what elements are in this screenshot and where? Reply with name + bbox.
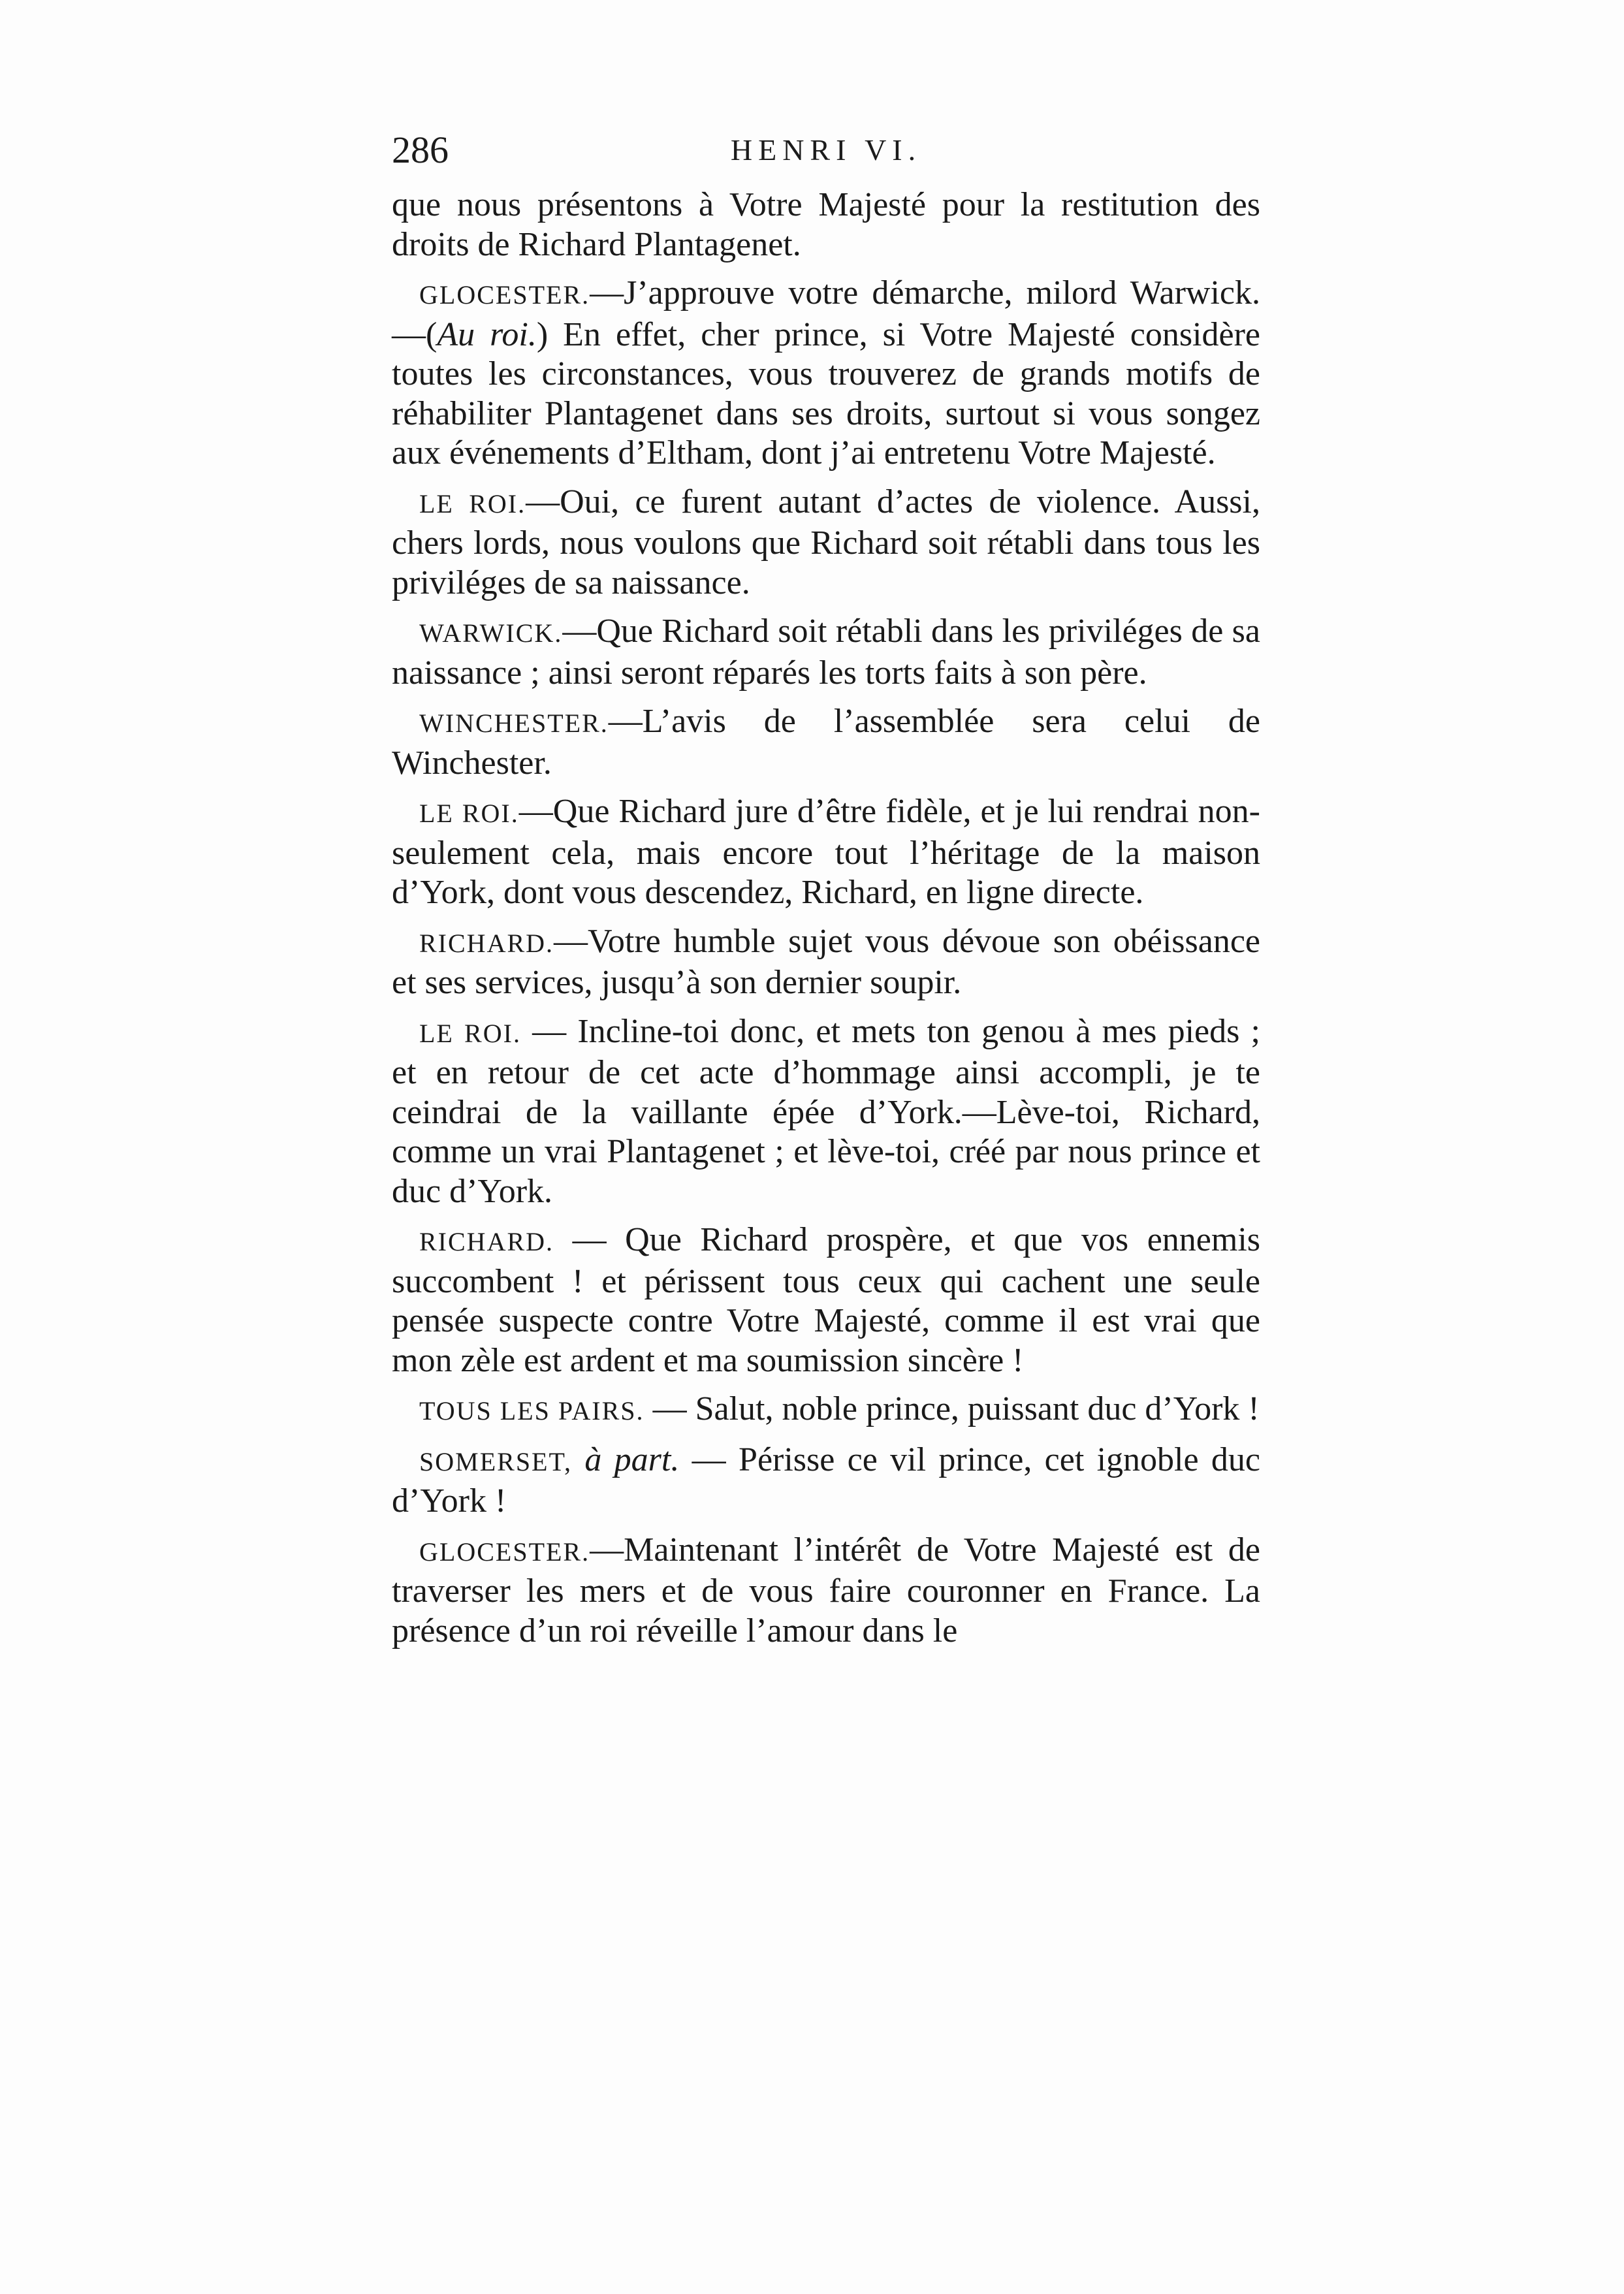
dialogue-paragraph: [392, 702, 1260, 783]
dialogue-text: — Salut, noble prince, puissant duc d’York !: [644, 1390, 1260, 1427]
dialogue-paragraph: [392, 792, 1260, 913]
dialogue-paragraph: [392, 1012, 1260, 1212]
dialogue-text: —Maintenant l’intérêt de Votre Majesté est de traverser les mers et de vous faire couronner en France. La présence d’un roi réveille l’amour dans le: [392, 1531, 1260, 1649]
dialogue-text: — Incline-toi donc, et mets ton genou à mes pieds ; et en retour de cet acte d’hommage ainsi accompli, je te ceindrai de la vaillante épée d’York.—Lève-toi, Richard, comme un vrai Plantagenet ; et lève-toi, créé par nous prince et duc d’York.: [392, 1012, 1260, 1210]
speaker-name: WINCHESTER.: [419, 709, 609, 738]
speaker-name: GLOCESTER.: [419, 1537, 590, 1567]
dialogue-text: — Périsse ce vil prince, cet ignoble duc d’York !: [392, 1441, 1261, 1520]
dialogue-paragraph: [392, 1531, 1260, 1651]
dialogue-paragraph: [392, 1390, 1260, 1431]
speaker-name: TOUS LES PAIRS.: [419, 1396, 645, 1426]
speaker-name: RICHARD.: [419, 1227, 554, 1256]
running-title: HENRI VI.: [730, 133, 922, 167]
dialogue-text: —L’avis de l’assemblée sera celui de Winchester.: [392, 703, 1260, 782]
dialogue-text: [572, 1441, 584, 1478]
speaker-name: WARWICK.: [419, 618, 563, 648]
dialogue-paragraph: [392, 612, 1260, 693]
stage-direction: à part.: [584, 1441, 680, 1478]
dialogue-text: —Votre humble sujet vous dévoue son obéissance et ses services, jusqu’à son dernier soupir.: [392, 922, 1260, 1001]
speaker-name: LE ROI.: [419, 799, 519, 828]
speaker-name: LE ROI.: [419, 1018, 521, 1048]
dialogue-paragraph: [392, 1441, 1260, 1521]
play-text: [392, 185, 1260, 1660]
speaker-name: SOMERSET,: [419, 1446, 572, 1476]
dialogue-text: —Que Richard soit rétabli dans les priviléges de sa naissance ; ainsi seront réparés les torts faits à son père.: [392, 613, 1260, 692]
speaker-name: LE ROI.: [419, 488, 526, 518]
page-header: [392, 118, 1260, 183]
page-number: 286: [392, 129, 449, 171]
continuation-paragraph: [392, 185, 1260, 264]
dialogue-paragraph: [392, 274, 1260, 473]
dialogue-text: que nous présentons à Votre Majesté pour la restitution des droits de Richard Plantagenet.: [392, 186, 1260, 263]
speaker-name: GLOCESTER.: [419, 280, 590, 310]
dialogue-text: —Oui, ce furent autant d’actes de violence. Aussi, chers lords, nous voulons que Richard soit rétabli dans tous les priviléges de sa naissance.: [392, 483, 1260, 601]
dialogue-text: —J’approuve votre démarche, milord Warwick.—(: [392, 274, 1260, 353]
dialogue-paragraph: [392, 483, 1260, 603]
dialogue-text: ) En effet, cher prince, si Votre Majesté considère toutes les circonstances, vous trouverez de grands motifs de réhabiliter Plantagenet dans ses droits, surtout si vous songez aux événements d’Eltham, dont j’ai entretenu Votre Majesté.: [392, 315, 1260, 471]
stage-direction: Au roi.: [437, 315, 537, 353]
dialogue-text: — Que Richard prospère, et que vos ennemis succombent ! et périssent tous ceux qui cachent une seule pensée suspecte contre Votre Majesté, comme il est vrai que mon zèle est ardent et ma soumission sincère !: [392, 1221, 1260, 1379]
dialogue-paragraph: [392, 1220, 1260, 1380]
dialogue-text: —Que Richard jure d’être fidèle, et je lui rendrai non-seulement cela, mais encore tout l’héritage de la maison d’York, dont vous descendez, Richard, en ligne directe.: [392, 793, 1260, 911]
speaker-name: RICHARD.: [419, 928, 554, 958]
dialogue-paragraph: [392, 922, 1260, 1003]
